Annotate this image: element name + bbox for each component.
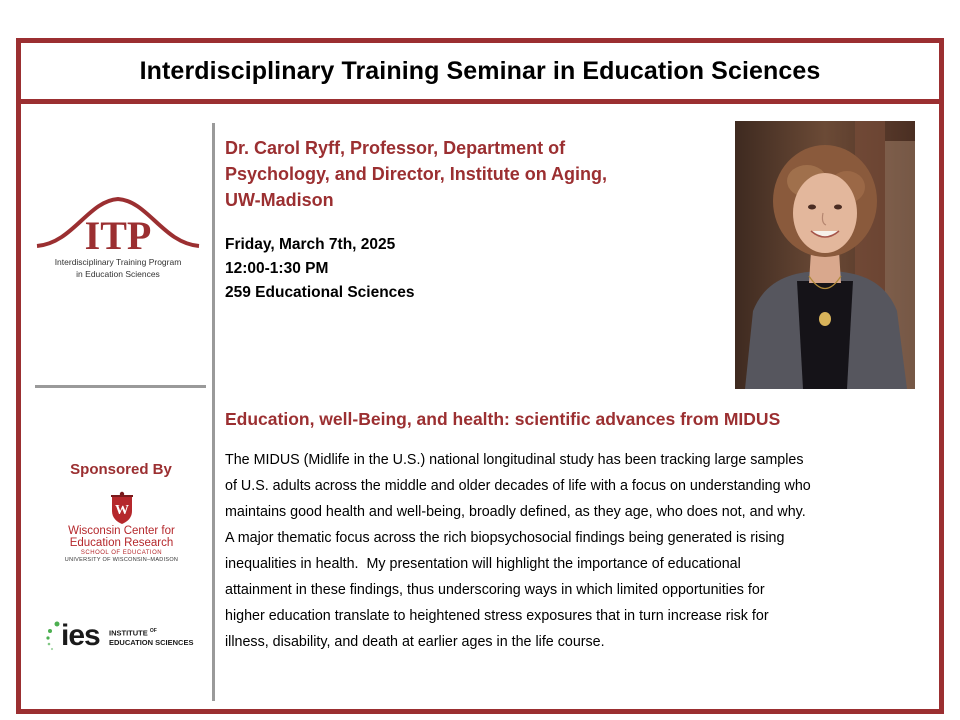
speaker-line-1: Dr. Carol Ryff, Professor, Department of: [225, 138, 566, 158]
ies-subtitle: [109, 627, 193, 647]
speaker-line-3: UW-Madison: [225, 190, 334, 210]
abstract-line: inequalities in health. My presentation will highlight the importance of educational: [225, 556, 741, 572]
wcer-line-2: Education Research: [69, 537, 174, 549]
itp-caption-2: in Education Sciences: [76, 269, 160, 279]
svg-text:W: W: [114, 503, 129, 518]
flyer-frame: [16, 38, 944, 714]
abstract-line: attainment in these findings, thus underscoring ways in which limited opportunities for: [225, 582, 765, 598]
speaker-heading: [225, 135, 685, 213]
wcer-logo: [39, 491, 204, 563]
wcer-line-3: SCHOOL OF EDUCATION: [80, 550, 163, 556]
itp-arc-icon: [33, 191, 203, 257]
event-details: [225, 233, 625, 305]
event-date: Friday, March 7th, 2025: [225, 236, 396, 253]
wcer-line-4: UNIVERSITY OF WISCONSIN–MADISON: [64, 557, 179, 563]
ies-dots-icon: [45, 621, 61, 653]
ies-of: OF: [149, 628, 157, 634]
ies-line-2: EDUCATION SCIENCES: [109, 637, 194, 647]
itp-letters: ITP: [84, 213, 152, 257]
abstract-line: of U.S. adults across the middle and older decades of life with a focus on understanding who: [225, 478, 811, 494]
speaker-photo: [735, 121, 915, 389]
ies-logo: [45, 617, 210, 657]
ies-line-1: INSTITUTE: [109, 628, 148, 638]
title-bar: [21, 43, 939, 104]
abstract-line: illness, disability, and death at earlier ages in the life course.: [225, 634, 605, 650]
uw-crest-icon: [109, 491, 135, 525]
event-location: 259 Educational Sciences: [225, 284, 415, 301]
wcer-line-1: Wisconsin Center for: [68, 525, 175, 537]
sponsored-by-heading: Sponsored By: [70, 461, 172, 478]
talk-title: Education, well-Being, and health: scientific advances from MIDUS: [225, 409, 781, 429]
speaker-portrait-icon: [735, 121, 915, 389]
talk-abstract: [225, 447, 925, 655]
sidebar-divider: [35, 385, 206, 388]
abstract-line: higher education translate to heightened stress exposures that in turn increase risk for: [225, 608, 769, 624]
page-title: Interdisciplinary Training Seminar in Education Sciences: [139, 56, 821, 85]
abstract-line: maintains good health and well-being, broadly defined, as they age, who does not, and why.: [225, 504, 806, 520]
itp-logo: [33, 191, 203, 291]
abstract-line: A major thematic focus across the rich biopsychosocial findings being generated is rising: [225, 530, 785, 546]
ies-wordmark: ies: [61, 619, 100, 652]
speaker-line-2: Psychology, and Director, Institute on Aging,: [225, 164, 608, 184]
itp-caption-1: Interdisciplinary Training Program: [54, 257, 182, 267]
abstract-line: The MIDUS (Midlife in the U.S.) national longitudinal study has been tracking large samples: [225, 452, 804, 468]
vertical-divider: [212, 123, 215, 701]
event-time: 12:00-1:30 PM: [225, 260, 329, 277]
